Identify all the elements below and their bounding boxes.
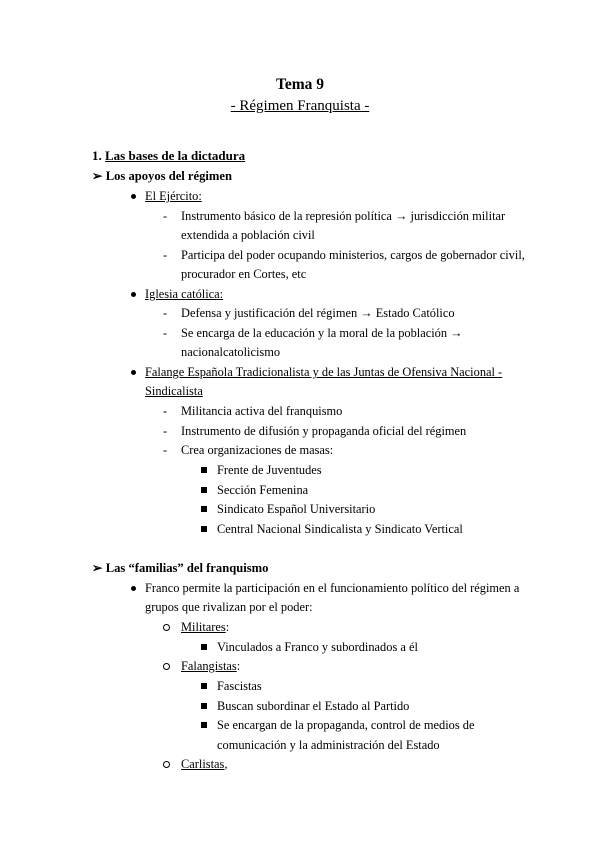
circle-bullet-icon — [163, 663, 170, 670]
dash-icon: - — [163, 326, 168, 340]
square-bullet-icon — [201, 526, 207, 532]
bullet-dot-icon — [131, 292, 136, 297]
list-item: Militancia activa del franquismo — [181, 404, 343, 418]
familias-intro-line2: grupos que rivalizan por el poder: — [145, 600, 313, 614]
square-bullet-icon — [201, 506, 207, 512]
list-item: Se encarga de la educación y la moral de la población → — [181, 326, 463, 340]
familias-intro-line1: Franco permite la participación en el funcionamiento político del régimen a — [145, 581, 520, 595]
square-bullet-icon — [201, 722, 207, 728]
falange-label-line2: Sindicalista — [145, 384, 203, 398]
ejercito-label: El Ejército: — [145, 189, 202, 203]
bullet-dot-icon — [131, 370, 136, 375]
list-item: extendida a población civil — [181, 228, 315, 242]
square-bullet-icon — [201, 644, 207, 650]
militares-row — [181, 619, 229, 635]
list-item: Se encargan de la propaganda, control de medios de — [217, 718, 475, 732]
section-label: Las bases de la dictadura — [105, 148, 246, 163]
dash-icon: - — [163, 424, 168, 438]
list-item: nacionalcatolicismo — [181, 345, 281, 359]
list-item: Instrumento de difusión y propaganda oficial del régimen — [181, 424, 467, 438]
list-item: comunicación y la administración del Estado — [217, 738, 440, 752]
section-number: 1. — [92, 148, 102, 163]
list-item: Participa del poder ocupando ministerios, cargos de gobernador civil, — [181, 248, 525, 262]
list-item: Fascistas — [217, 679, 262, 693]
square-bullet-icon — [201, 487, 207, 493]
familias-heading: Las “familias” del franquismo — [105, 561, 269, 575]
iglesia-label: Iglesia católica: — [145, 287, 224, 301]
arrow-bullet-icon: ➢ — [92, 169, 106, 183]
militares-suffix: : — [225, 620, 230, 634]
falange-label-line1: Falange Española Tradicionalista y de las Juntas de Ofensiva Nacional - — [145, 365, 503, 379]
falangistas-row — [181, 658, 240, 674]
apoyos-heading-row — [92, 168, 232, 184]
organization-item: Sección Femenina — [217, 483, 309, 497]
circle-bullet-icon — [163, 624, 170, 631]
circle-bullet-icon — [163, 761, 170, 768]
list-item: Crea organizaciones de masas: — [181, 443, 334, 457]
section-heading — [92, 148, 245, 164]
carlistas-suffix: , — [224, 757, 228, 771]
organization-item: Frente de Juventudes — [217, 463, 322, 477]
falangistas-suffix: : — [236, 659, 241, 673]
dash-icon: - — [163, 404, 168, 418]
list-item: Defensa y justificación del régimen → Estado Católico — [181, 306, 455, 320]
square-bullet-icon — [201, 683, 207, 689]
arrow-bullet-icon: ➢ — [92, 561, 106, 575]
militares-label: Militares — [181, 620, 226, 634]
list-item: Vinculados a Franco y subordinados a él — [217, 640, 418, 654]
falangistas-label: Falangistas — [181, 659, 237, 673]
dash-icon: - — [163, 248, 168, 262]
carlistas-row — [181, 756, 227, 772]
organization-item: Sindicato Español Universitario — [217, 502, 376, 516]
dash-icon: - — [163, 443, 168, 457]
list-item: Instrumento básico de la represión política → jurisdicción militar — [181, 209, 506, 223]
square-bullet-icon — [201, 467, 207, 473]
list-item: Buscan subordinar el Estado al Partido — [217, 699, 410, 713]
list-item: procurador en Cortes, etc — [181, 267, 307, 281]
dash-icon: - — [163, 306, 168, 320]
carlistas-label: Carlistas — [181, 757, 225, 771]
bullet-dot-icon — [131, 586, 136, 591]
apoyos-heading: Los apoyos del régimen — [105, 169, 232, 183]
bullet-dot-icon — [131, 194, 136, 199]
dash-icon: - — [163, 209, 168, 223]
document-title: Tema 9 — [275, 76, 325, 93]
document-subtitle: - Régimen Franquista - — [230, 98, 370, 114]
square-bullet-icon — [201, 703, 207, 709]
organization-item: Central Nacional Sindicalista y Sindicato Vertical — [217, 522, 463, 536]
familias-heading-row — [92, 560, 268, 576]
